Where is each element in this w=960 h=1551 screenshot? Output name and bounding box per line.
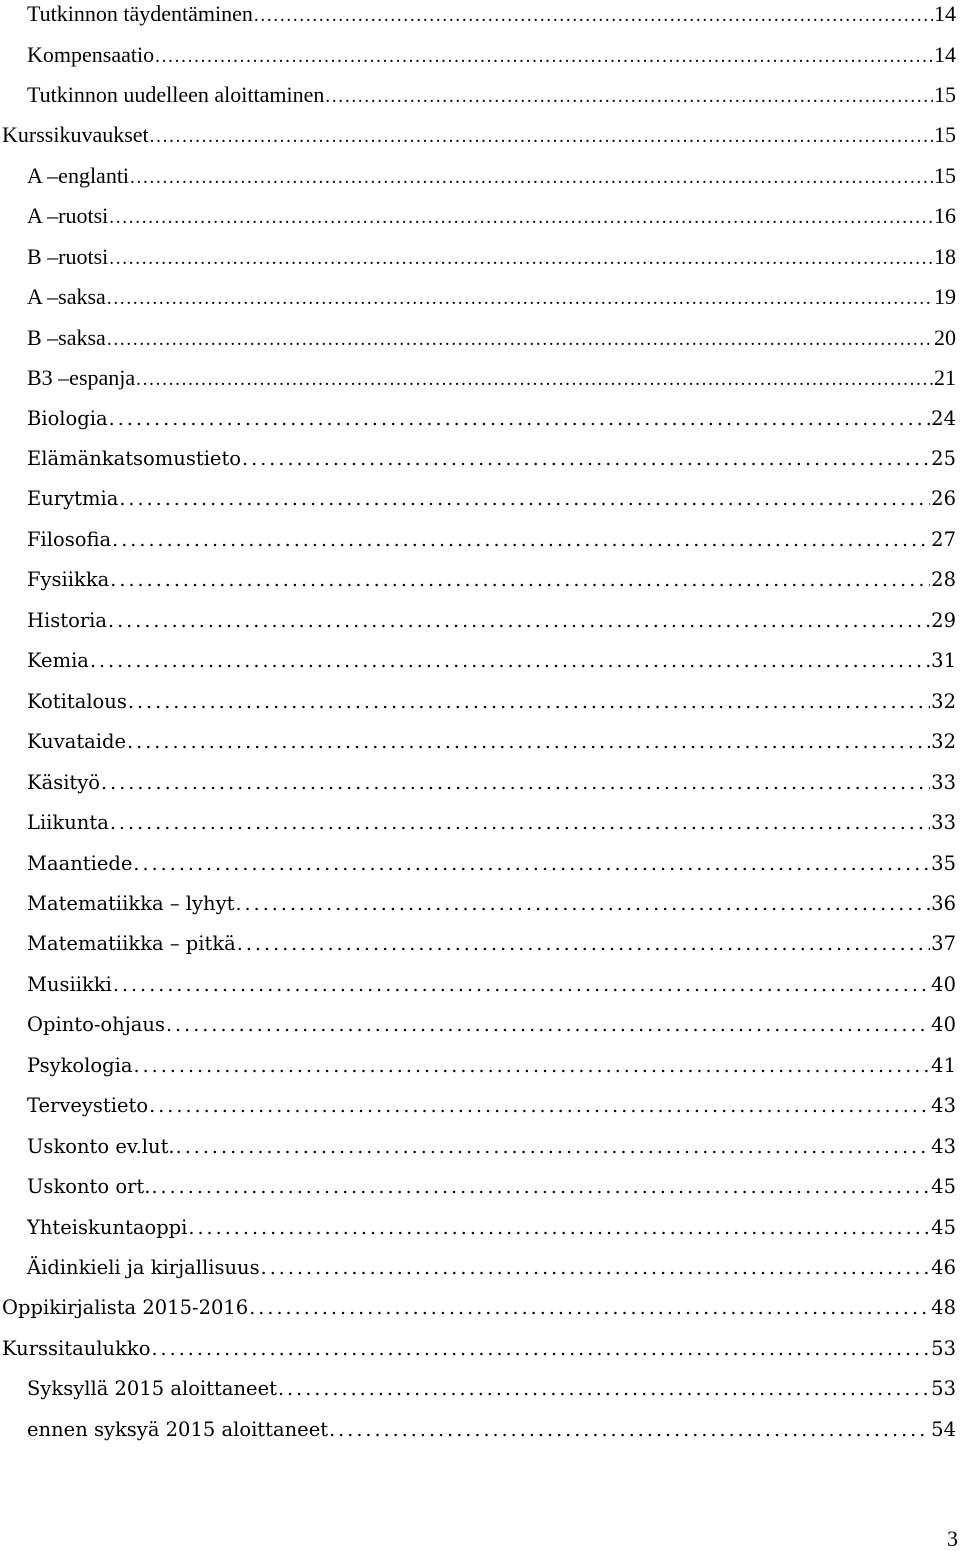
toc-dot-leader [108, 608, 930, 634]
toc-entry[interactable] [27, 1255, 956, 1289]
toc-entry[interactable] [27, 163, 956, 197]
toc-entry[interactable] [27, 325, 956, 359]
toc-entry[interactable] [27, 931, 956, 965]
toc-entry-page: 43 [931, 1134, 956, 1158]
toc-dot-leader [166, 1012, 930, 1038]
toc-entry[interactable] [27, 1012, 956, 1046]
toc-entry-page: 27 [931, 527, 956, 551]
toc-entry-page: 15 [934, 81, 956, 107]
toc-dot-leader [261, 1255, 931, 1281]
toc-entry[interactable] [27, 446, 956, 480]
toc-entry-page: 20 [934, 324, 956, 350]
toc-entry-page: 14 [934, 41, 956, 67]
toc-dot-leader [109, 406, 931, 432]
toc-entry-page: 29 [931, 608, 956, 632]
toc-dot-leader [149, 1093, 930, 1119]
toc-entry-title: B –ruotsi [27, 243, 109, 269]
toc-entry-page: 45 [931, 1215, 956, 1239]
toc-entry-title: Kuvataide [27, 730, 127, 754]
toc-entry[interactable] [27, 851, 956, 885]
toc-entry-page: 28 [931, 568, 956, 592]
toc-dot-leader [101, 770, 930, 796]
toc-entry-title: Kurssitaulukko [2, 1336, 151, 1360]
toc-entry[interactable] [27, 1174, 956, 1208]
toc-entry-title: B –saksa [27, 324, 106, 350]
toc-entry-title: Historia [27, 608, 108, 632]
toc-entry[interactable] [27, 1053, 956, 1087]
toc-dot-leader [325, 84, 933, 110]
toc-entry[interactable] [27, 244, 956, 278]
toc-dot-leader [329, 1417, 930, 1443]
toc-entry-page: 40 [931, 1013, 956, 1037]
toc-dot-leader [127, 729, 930, 755]
toc-entry[interactable] [27, 284, 956, 318]
toc-entry-page: 35 [931, 851, 956, 875]
toc-entry[interactable] [27, 1, 956, 35]
toc-entry-page: 48 [931, 1296, 956, 1320]
toc-entry[interactable] [2, 1336, 956, 1370]
toc-entry-page: 36 [931, 891, 956, 915]
toc-entry-title: Kotitalous [27, 689, 127, 713]
toc-entry-title: Fysiikka [27, 568, 110, 592]
toc-entry-page: 15 [934, 122, 956, 148]
toc-dot-leader [130, 165, 933, 191]
toc-entry-page: 46 [931, 1256, 956, 1279]
toc-entry-title: Matematiikka – lyhyt [27, 891, 235, 915]
toc-entry-title: Yhteiskuntaoppi [27, 1215, 188, 1239]
toc-entry-title: Kompensaatio [27, 41, 155, 67]
toc-dot-leader [151, 1336, 930, 1362]
toc-dot-leader [242, 446, 930, 472]
toc-entry-title: Opinto-ohjaus [27, 1013, 165, 1037]
toc-entry-page: 21 [934, 365, 956, 391]
toc-dot-leader [90, 648, 930, 674]
toc-entry-title: Uskonto ort. [27, 1175, 151, 1199]
toc-entry[interactable] [27, 729, 956, 763]
toc-entry-page: 19 [934, 284, 956, 310]
toc-dot-leader [109, 246, 933, 272]
toc-entry-page: 32 [931, 689, 956, 713]
toc-entry[interactable] [27, 1376, 956, 1410]
toc-dot-leader [237, 931, 930, 957]
toc-entry-page: 54 [931, 1417, 956, 1441]
toc-dot-leader [107, 327, 933, 353]
toc-entry[interactable] [27, 203, 956, 237]
toc-dot-leader [112, 527, 930, 553]
toc-entry-page: 53 [931, 1336, 956, 1360]
toc-entry-page: 25 [931, 447, 956, 470]
toc-dot-leader [134, 1053, 931, 1079]
toc-entry-title: Biologia [27, 406, 108, 430]
toc-entry[interactable] [27, 891, 956, 925]
toc-entry-page: 40 [931, 972, 956, 996]
toc-entry-title: Elämänkatsomustieto [27, 447, 242, 470]
toc-dot-leader [119, 486, 930, 512]
toc-entry[interactable] [2, 1295, 956, 1329]
toc-entry-title: Uskonto ev.lut. [27, 1134, 175, 1158]
toc-dot-leader [235, 891, 930, 917]
page-number: 3 [947, 1526, 958, 1551]
toc-entry[interactable] [27, 770, 956, 804]
toc-entry-title: Tutkinnon täydentäminen [27, 1, 253, 26]
toc-dot-leader [136, 367, 933, 393]
toc-entry-title: Terveystieto [27, 1094, 149, 1118]
toc-entry-title: Oppikirjalista 2015-2016 [2, 1296, 249, 1320]
toc-entry[interactable] [27, 810, 956, 844]
toc-entry[interactable] [27, 608, 956, 642]
toc-entry-page: 15 [934, 162, 956, 188]
toc-entry-title: A –ruotsi [27, 203, 109, 229]
toc-entry-page: 24 [931, 406, 956, 430]
toc-entry-page: 45 [931, 1175, 956, 1199]
toc-entry-page: 41 [931, 1053, 956, 1077]
toc-entry-title: ennen syksyä 2015 aloittaneet [27, 1417, 329, 1441]
toc-entry[interactable] [2, 122, 956, 156]
toc-entry-title: Liikunta [27, 811, 109, 834]
toc-dot-leader [128, 689, 930, 715]
toc-entry-title: A –englanti [27, 162, 130, 188]
toc-entry[interactable] [27, 689, 956, 723]
toc-entry-title: Äidinkieli ja kirjallisuus [27, 1256, 260, 1279]
toc-entry-title: Eurytmia [27, 487, 119, 511]
toc-entry-title: A –saksa [27, 284, 106, 310]
toc-entry-page: 26 [931, 487, 956, 511]
toc-entry-title: Syksyllä 2015 aloittaneet [27, 1377, 277, 1401]
toc-entry[interactable] [27, 365, 956, 399]
toc-entry[interactable] [27, 82, 956, 116]
toc-entry[interactable] [27, 527, 956, 561]
toc-dot-leader [176, 1134, 931, 1160]
toc-entry-title: Matematiikka – pitkä [27, 932, 236, 956]
toc-entry-page: 37 [931, 932, 956, 956]
toc-entry[interactable] [27, 972, 956, 1006]
toc-dot-leader [133, 851, 930, 877]
toc-entry[interactable] [27, 1417, 956, 1451]
toc-entry-title: Kemia [27, 649, 89, 673]
toc-dot-leader [110, 567, 930, 593]
toc-dot-leader [249, 1295, 930, 1321]
toc-dot-leader [110, 810, 930, 836]
toc-dot-leader [151, 1174, 930, 1200]
toc-entry-title: Käsityö [27, 770, 101, 794]
toc-dot-leader [113, 972, 930, 998]
toc-entry[interactable] [27, 1093, 956, 1127]
toc-entry[interactable] [27, 648, 956, 682]
toc-entry-page: 43 [931, 1094, 956, 1118]
toc-entry[interactable] [27, 42, 956, 76]
toc-entry[interactable] [27, 1134, 956, 1168]
toc-dot-leader [155, 44, 933, 70]
toc-entry-page: 18 [934, 243, 956, 269]
toc-entry-page: 16 [934, 203, 956, 229]
toc-entry-page: 33 [931, 770, 956, 794]
toc-dot-leader [107, 286, 933, 312]
toc-entry-title: Tutkinnon uudelleen aloittaminen [27, 81, 325, 107]
toc-dot-leader [109, 205, 933, 231]
toc-entry-title: Musiikki [27, 972, 112, 996]
toc-entry-page: 31 [931, 649, 956, 673]
toc-entry-title: Maantiede [27, 851, 133, 875]
toc-dot-leader [188, 1215, 930, 1241]
toc-dot-leader [278, 1376, 930, 1402]
toc-entry[interactable] [27, 406, 956, 440]
toc-entry-title: Psykologia [27, 1053, 133, 1077]
toc-entry[interactable] [27, 567, 956, 601]
toc-dot-leader [150, 124, 933, 150]
toc-entry-title: B3 –espanja [27, 365, 136, 391]
toc-entry-page: 32 [931, 730, 956, 754]
toc-entry-page: 53 [931, 1377, 956, 1401]
toc-entry-title: Kurssikuvaukset [2, 122, 149, 148]
toc-entry-page: 33 [931, 811, 956, 834]
toc-entry[interactable] [27, 486, 956, 520]
toc-entry[interactable] [27, 1215, 956, 1249]
toc-entry-page: 14 [934, 1, 956, 26]
toc-entry-title: Filosofia [27, 527, 112, 551]
toc-dot-leader [254, 3, 933, 29]
